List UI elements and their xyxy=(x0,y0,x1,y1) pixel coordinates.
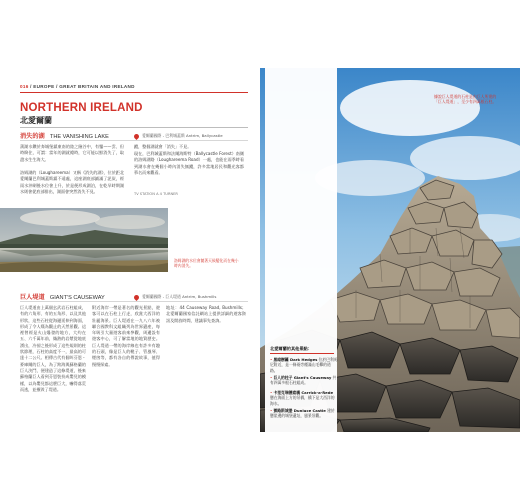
location-text: 愛爾蘭國際 - 巴利城蓋斯 Antrim, Ballycastle xyxy=(142,133,223,138)
tip-desc: 位於巴利馬尼附近，是一條兩旁種滿山毛櫸的道路。 xyxy=(270,357,338,373)
causeway-text-column xyxy=(265,68,337,432)
tip-desc: 懸在海面上方的吊橋，橋下是大西洋的海水。 xyxy=(270,395,335,406)
chapter-title-en: NORTHERN IRELAND xyxy=(20,102,143,114)
tip-name: 巨人的柱子 Giant's Causeway xyxy=(273,375,332,380)
tips-rule xyxy=(270,353,334,354)
tips-title: 北愛爾蘭的其他景點： xyxy=(270,346,312,351)
tip-name: 鄧路斯城堡 Dunluce Castle xyxy=(273,408,326,413)
page-number: 016 xyxy=(20,84,29,89)
section-title-zh: 巨人堤道 xyxy=(20,294,45,301)
body-text: 蒲湖水鑽於奔城堡鎮東南的陸之險谷中，有鑒——雲、但時睽住，可謂：當年的湖就總時，它可能以鮮消失了，取盡水生生海大。 xyxy=(20,144,124,162)
section-rule xyxy=(20,140,248,141)
section-title-en: THE VANISHING LAKE xyxy=(49,134,109,140)
body-text-column-1: 巨人堤道由上萬個玄武岩石柱組成，有的六角形、有的五角形、以及其他形狀，這些石柱從海邊延伸到海面，形成了令人嘆為觀止的天然景觀。這裡曾經是火山爆發的地方，大約在五、六千萬年前，熾熱的岩漿從地底湧出，冷卻之後形成了這些規則的柱狀節理，石柱的高度不一，最高的可達十二公尺。相傳古代有個叫芬恩・麥庫爾的巨人，為了跨海與蘇格蘭的巨人決鬥，便建造了這條堤道，後來蘇格蘭巨人看到芬恩裝扮成嬰兒的模樣，以為嬰兒都這麼巨大，嚇得落荒而逃，並摧毀了堤道。 xyxy=(20,305,86,392)
photo-credit: TV STATION A 4 TURNER xyxy=(134,192,178,196)
section-heading-vanishing-lake xyxy=(20,131,109,140)
lake-photo-caption: 洛姆湖的水位會隨著天候變化而在幾小時內消失。 xyxy=(174,258,239,269)
section-title-zh: 消失的湖 xyxy=(20,133,45,140)
right-page xyxy=(260,68,520,432)
location-line xyxy=(134,294,216,300)
tip-item: • 黑暗樹籬 Dark Hedges 位於巴利馬尼附近，是一條兩旁種滿山毛櫸的道路。 xyxy=(270,357,338,373)
body-text: 蹤，整個湖就會「消失」不見。 xyxy=(134,144,192,149)
location-pin-icon xyxy=(133,132,140,139)
chapter-title-zh: 北愛爾蘭 xyxy=(20,116,52,125)
left-page xyxy=(0,58,259,442)
body-text-column-3: 地址：44 Causeway Road, Bushmills；北愛爾蘭國家信託網站上提供詳細的遊客資訊及開放時間，建議事先查詢。 xyxy=(166,305,246,323)
location-line xyxy=(134,133,223,139)
tip-item: • 卡里克瑞德索橋 Carrick-a-Rede 懸在海面上方的吊橋，橋下是大西洋的海水。 xyxy=(270,390,335,406)
tip-desc: 建於懸崖邊的城堡遺址，風景壯觀。 xyxy=(270,408,335,419)
body-text-column-2: 附近海岸一帶是著名的觀光景點，遊客可以在石柱上行走，欣賞大西洋的壯麗海景。巨人堤道在一九八六年被聯合國教科文組織列為世界遺產，每年吸引大量遊客前來參觀，周邊設有遊客中心，可了解當地的地質歷史。巨人堤道一帶的海岸線也有許多有趣的石頭，像是巨人的靴子、管風琴、煙囪等，都有各自的傳說故事，值得慢慢探索。 xyxy=(92,305,160,367)
tip-item: • 鄧路斯城堡 Dunluce Castle 建於懸崖邊的城堡遺址，風景壯觀。 xyxy=(270,408,335,419)
tip-desc: 共有四萬多根石柱組成。 xyxy=(270,375,337,386)
causeway-photo-caption: 據說巨人堤道的石柱是由巨人所建的「巨人堤道」，至少有四萬根石柱。 xyxy=(434,94,497,105)
tip-name: 卡里克瑞德索橋 Carrick-a-Rede xyxy=(273,390,334,395)
running-head xyxy=(20,84,135,89)
tip-item: • 巨人的柱子 Giant's Causeway 共有四萬多根石柱組成。 xyxy=(270,375,337,386)
location-pin-icon xyxy=(133,293,140,300)
body-text: 洛姆湖的（Loughareema）又稱《消失的湖》，位於距北愛爾蘭巴利城蓋斯鎮不遠處，這座湖底部鋪滿了泥炭，經雨水沖刷後水位會上升，於是便形成湖泊，在乾旱時期湖水則會從底部排出，湖面會突然消失不見。 xyxy=(20,170,124,194)
header-rule xyxy=(20,92,248,93)
tip-name: 黑暗樹籬 Dark Hedges xyxy=(273,357,318,362)
section-rule xyxy=(20,301,248,302)
body-text: 現在，巴利城蓋斯和法爾海斯特（Ballycastle Forest）南側的洛姆湖路（Loughareema Road）一處，也能在雨季時看到湖水會在幾個小時內消失無蹤，許多當地居民和觀光客都慕名而來觀看。 xyxy=(134,151,244,175)
lake-photo xyxy=(0,208,168,272)
section-title-en: GIANT'S CAUSEWAY xyxy=(49,295,105,301)
location-text: 愛爾蘭國際 - 巨人堤道 Antrim, Bushmills xyxy=(142,294,217,299)
lake-photo-image xyxy=(0,208,168,272)
section-heading-giants-causeway xyxy=(20,292,105,301)
chapter-rule xyxy=(20,127,248,128)
section-path: / EUROPE / GREAT BRITAIN AND IRELAND xyxy=(30,84,135,89)
